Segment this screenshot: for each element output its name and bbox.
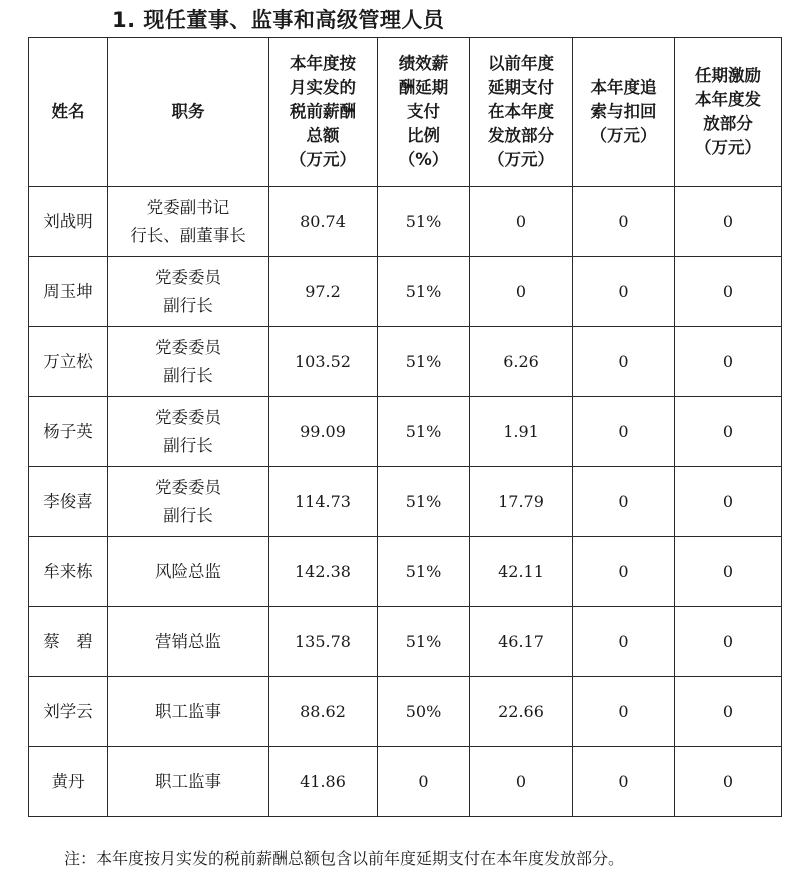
header-line: 税前薪酬 xyxy=(290,102,356,121)
cell-position xyxy=(108,467,269,537)
header-line: 发放部分 xyxy=(488,126,554,145)
cell-deferral-ratio: 51% xyxy=(378,607,470,677)
position-line: 职工监事 xyxy=(155,701,221,721)
cell-name: 李俊喜 xyxy=(29,467,108,537)
cell-prior-deferred-paid: 0 xyxy=(470,187,573,257)
cell-prior-deferred-paid: 42.11 xyxy=(470,537,573,607)
cell-term-incentive: 0 xyxy=(675,327,782,397)
cell-term-incentive: 0 xyxy=(675,257,782,327)
position-line: 党委委员 xyxy=(155,477,221,497)
cell-position xyxy=(108,187,269,257)
table-row xyxy=(29,327,782,397)
position-line: 副行长 xyxy=(163,505,213,525)
cell-name: 牟来栋 xyxy=(29,537,108,607)
cell-pretax-salary: 97.2 xyxy=(269,257,378,327)
cell-position xyxy=(108,327,269,397)
table-row xyxy=(29,467,782,537)
cell-clawback: 0 xyxy=(573,537,675,607)
cell-term-incentive: 0 xyxy=(675,187,782,257)
cell-prior-deferred-paid: 22.66 xyxy=(470,677,573,747)
cell-position xyxy=(108,537,269,607)
cell-term-incentive: 0 xyxy=(675,397,782,467)
cell-clawback: 0 xyxy=(573,467,675,537)
table-row xyxy=(29,257,782,327)
position-line: 党委委员 xyxy=(155,267,221,287)
cell-term-incentive: 0 xyxy=(675,607,782,677)
table-header-row xyxy=(29,38,782,187)
cell-name: 蔡 碧 xyxy=(29,607,108,677)
cell-deferral-ratio: 51% xyxy=(378,187,470,257)
cell-deferral-ratio: 51% xyxy=(378,467,470,537)
header-line: 本年度发 xyxy=(695,90,761,109)
cell-deferral-ratio: 51% xyxy=(378,327,470,397)
cell-deferral-ratio: 51% xyxy=(378,397,470,467)
header-line: 延期支付 xyxy=(488,78,554,97)
table-row xyxy=(29,187,782,257)
position-line: 风险总监 xyxy=(155,561,221,581)
header-line: 本年度按 xyxy=(290,54,356,73)
position-line: 党委副书记 xyxy=(146,197,230,217)
cell-name: 万立松 xyxy=(29,327,108,397)
cell-prior-deferred-paid: 1.91 xyxy=(470,397,573,467)
header-line: 比例 xyxy=(407,126,440,145)
cell-name: 黄丹 xyxy=(29,747,108,817)
header-line: （万元） xyxy=(695,138,761,157)
cell-position xyxy=(108,257,269,327)
cell-position xyxy=(108,607,269,677)
cell-prior-deferred-paid: 17.79 xyxy=(470,467,573,537)
cell-position xyxy=(108,677,269,747)
header-line: 索与扣回 xyxy=(590,102,657,121)
header-line: 放部分 xyxy=(703,114,753,133)
position-line: 副行长 xyxy=(163,295,213,315)
header-line: 姓名 xyxy=(51,102,85,121)
footnote: 注：本年度按月实发的税前薪酬总额包含以前年度延期支付在本年度发放部分。 xyxy=(64,849,625,868)
table-row xyxy=(29,677,782,747)
header-line: （万元） xyxy=(488,150,554,169)
cell-clawback: 0 xyxy=(573,747,675,817)
header-deferral-ratio xyxy=(378,38,470,187)
position-line: 职工监事 xyxy=(155,771,221,791)
cell-prior-deferred-paid: 46.17 xyxy=(470,607,573,677)
cell-term-incentive: 0 xyxy=(675,677,782,747)
cell-clawback: 0 xyxy=(573,187,675,257)
header-prior-deferred-paid xyxy=(470,38,573,187)
header-line: （万元） xyxy=(590,126,657,145)
cell-pretax-salary: 99.09 xyxy=(269,397,378,467)
cell-clawback: 0 xyxy=(573,397,675,467)
header-line: 在本年度 xyxy=(488,102,554,121)
header-line: 总额 xyxy=(306,126,340,145)
compensation-table xyxy=(28,37,782,817)
cell-name: 刘学云 xyxy=(29,677,108,747)
header-pretax-salary xyxy=(269,38,378,187)
position-line: 党委委员 xyxy=(155,337,221,357)
header-line: 任期激励 xyxy=(695,66,761,85)
cell-pretax-salary: 135.78 xyxy=(269,607,378,677)
cell-deferral-ratio: 0 xyxy=(378,747,470,817)
cell-name: 周玉坤 xyxy=(29,257,108,327)
cell-pretax-salary: 114.73 xyxy=(269,467,378,537)
cell-deferral-ratio: 51% xyxy=(378,537,470,607)
header-line: （%） xyxy=(398,150,449,169)
table-row xyxy=(29,607,782,677)
cell-clawback: 0 xyxy=(573,677,675,747)
cell-deferral-ratio: 51% xyxy=(378,257,470,327)
cell-term-incentive: 0 xyxy=(675,537,782,607)
cell-position xyxy=(108,397,269,467)
cell-pretax-salary: 88.62 xyxy=(269,677,378,747)
cell-pretax-salary: 142.38 xyxy=(269,537,378,607)
header-clawback xyxy=(573,38,675,187)
header-line: 以前年度 xyxy=(488,54,554,73)
cell-pretax-salary: 80.74 xyxy=(269,187,378,257)
position-line: 行长、副董事长 xyxy=(130,225,246,245)
cell-clawback: 0 xyxy=(573,607,675,677)
header-term-incentive xyxy=(675,38,782,187)
header-position xyxy=(108,38,269,187)
cell-term-incentive: 0 xyxy=(675,467,782,537)
cell-prior-deferred-paid: 6.26 xyxy=(470,327,573,397)
header-name xyxy=(29,38,108,187)
header-line: 支付 xyxy=(407,102,440,121)
cell-term-incentive: 0 xyxy=(675,747,782,817)
cell-clawback: 0 xyxy=(573,257,675,327)
position-line: 营销总监 xyxy=(155,631,221,651)
cell-clawback: 0 xyxy=(573,327,675,397)
position-line: 党委委员 xyxy=(155,407,221,427)
header-line: 月实发的 xyxy=(290,78,356,97)
header-line: 酬延期 xyxy=(398,78,449,97)
cell-deferral-ratio: 50% xyxy=(378,677,470,747)
position-line: 副行长 xyxy=(163,435,213,455)
header-line: 绩效薪 xyxy=(398,54,449,73)
table-row xyxy=(29,747,782,817)
cell-prior-deferred-paid: 0 xyxy=(470,257,573,327)
table-row xyxy=(29,537,782,607)
section-title: 1. 现任董事、监事和高级管理人员 xyxy=(112,8,445,32)
header-line: （万元） xyxy=(290,150,356,169)
cell-position xyxy=(108,747,269,817)
header-line: 职务 xyxy=(171,102,205,121)
cell-name: 刘战明 xyxy=(29,187,108,257)
header-line: 本年度追 xyxy=(590,78,657,97)
cell-name: 杨子英 xyxy=(29,397,108,467)
table-body xyxy=(29,187,782,817)
cell-prior-deferred-paid: 0 xyxy=(470,747,573,817)
cell-pretax-salary: 41.86 xyxy=(269,747,378,817)
cell-pretax-salary: 103.52 xyxy=(269,327,378,397)
position-line: 副行长 xyxy=(163,365,213,385)
table-row xyxy=(29,397,782,467)
